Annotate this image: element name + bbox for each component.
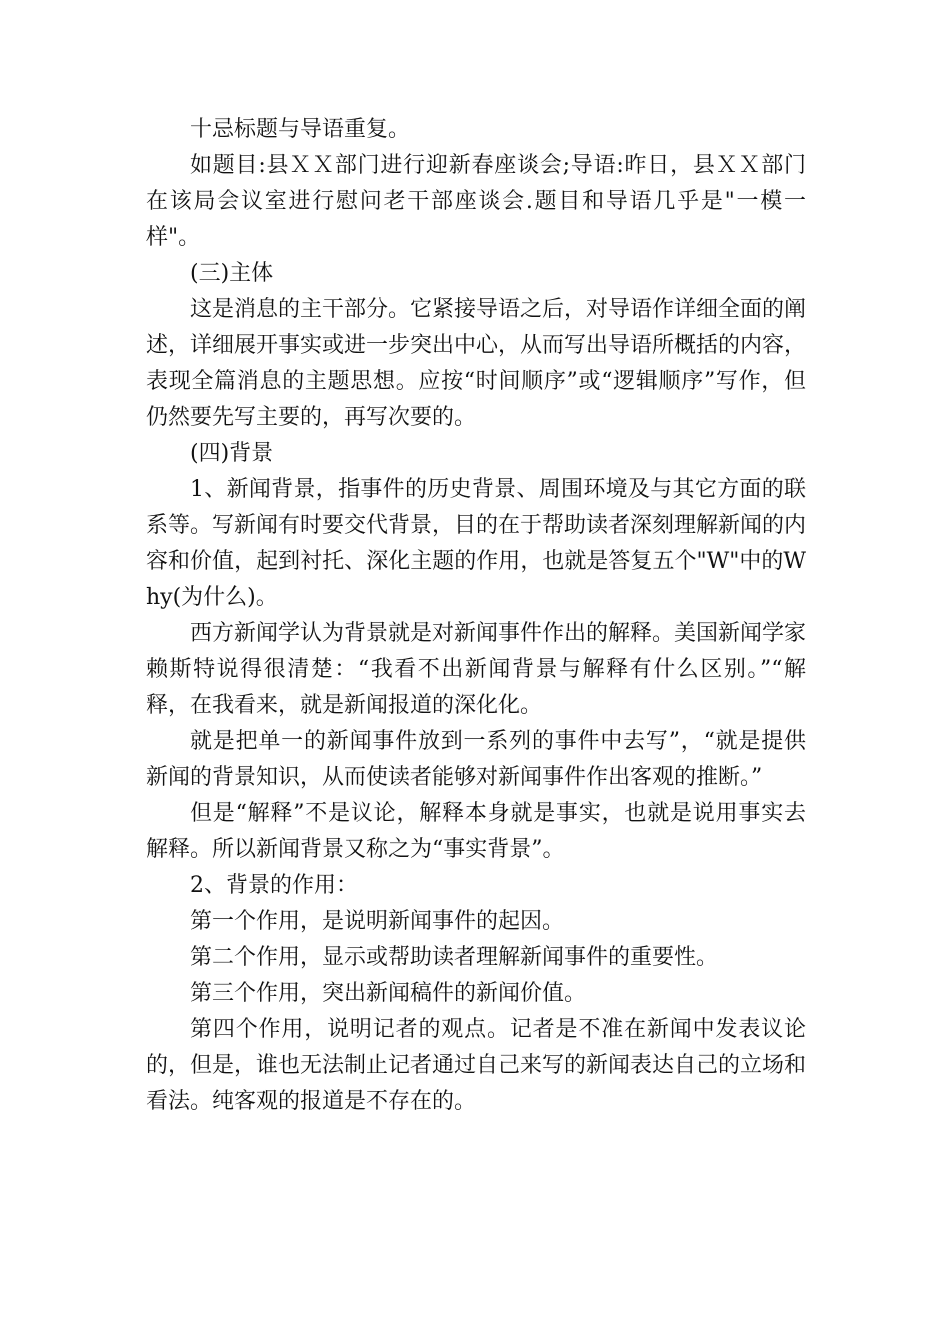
paragraph-function-3: 第三个作用，突出新闻稿件的新闻价值。: [190, 981, 587, 1006]
paragraph-function-4: 第四个作用，说明记者的观点。记者是不准在新闻中发表议论的，但是，谁也无法制止记者通过自己来写的新闻表达自己的立场和看法。纯客观的报道是不存在的。: [146, 1017, 807, 1114]
paragraph-function-1: 第一个作用，是说明新闻事件的起因。: [190, 909, 565, 934]
paragraph-body-description: 这是消息的主干部分。它紧接导语之后，对导语作详细全面的阐述，详细展开事实或进一步突出中心，从而写出导语所概括的内容，表现全篇消息的主题思想。应按“时间顺序”或“逻辑顺序”写作，但仍然要先写主要的，再写次要的。: [146, 297, 807, 430]
heading-body-section: (三)主体: [190, 261, 274, 286]
paragraph-explanation-fact: 但是“解释”不是议论，解释本身就是事实，也就是说用事实去解释。所以新闻背景又称之为“事实背景”。: [146, 801, 806, 862]
paragraph-western-view: 西方新闻学认为背景就是对新闻事件作出的解释。美国新闻学家赖斯特说得很清楚：“我看不出新闻背景与解释有什么区别。”“解释，在我看来，就是新闻报道的深化化。: [146, 621, 807, 718]
paragraph-taboo-ten: 十忌标题与导语重复。: [190, 117, 411, 142]
paragraph-function-2: 第二个作用，显示或帮助读者理解新闻事件的重要性。: [190, 945, 719, 970]
paragraph-example: 如题目:县ＸＸ部门进行迎新春座谈会;导语:昨日，县ＸＸ部门在该局会议室进行慰问老干部座谈会.题目和导语几乎是"一模一样"。: [146, 153, 806, 250]
heading-background-functions: 2、背景的作用：: [190, 873, 358, 898]
document-body: [146, 112, 806, 1120]
paragraph-news-background: 1、新闻背景，指事件的历史背景、周围环境及与其它方面的联系等。写新闻有时要交代背景，目的在于帮助读者深刻理解新闻的内容和价值，起到衬托、深化主题的作用，也就是答复五个"W"中的Why(为什么)。: [146, 477, 807, 610]
heading-background-section: (四)背景: [190, 441, 274, 466]
paragraph-quote-continued: 就是把单一的新闻事件放到一系列的事件中去写”，“就是提供新闻的背景知识，从而使读者能够对新闻事件作出客观的推断。”: [146, 729, 806, 790]
